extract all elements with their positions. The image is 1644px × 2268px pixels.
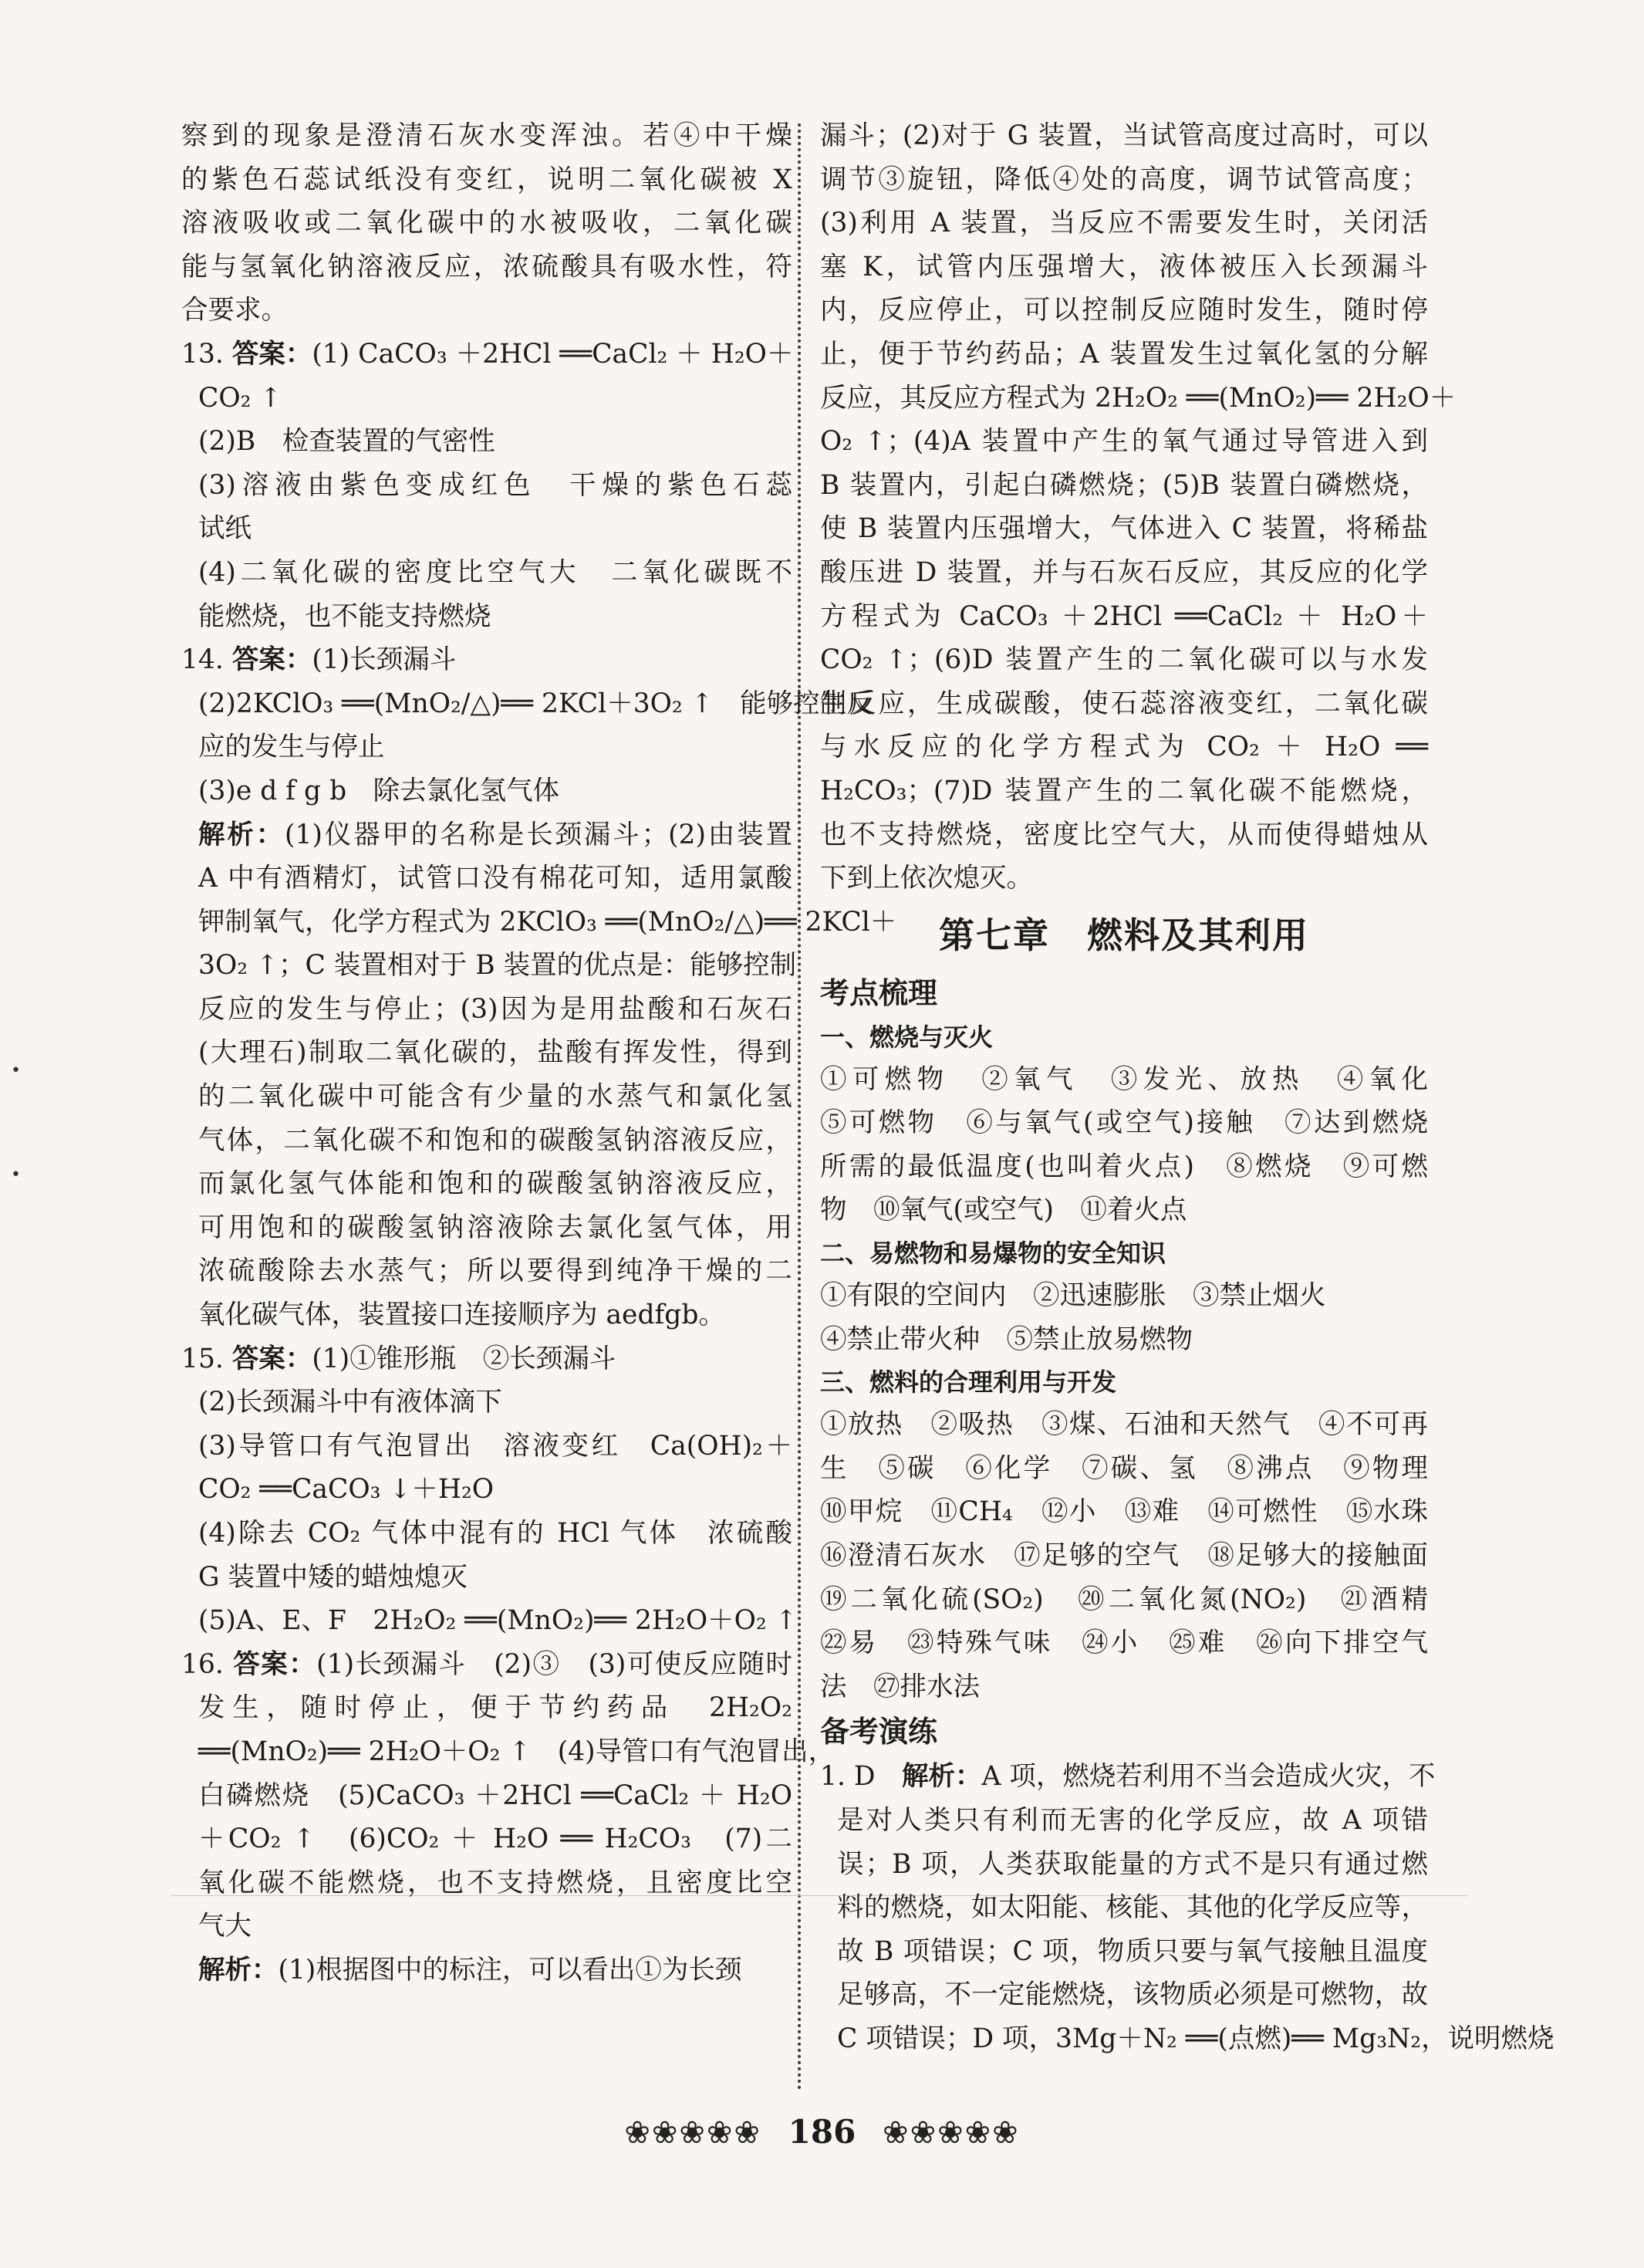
- text-line: 酸压进 D 装置，并与石灰石反应，其反应的化学: [820, 556, 1428, 588]
- text-line: 解析：(1)根据图中的标注，可以看出①为长颈: [198, 1954, 742, 1986]
- text-line: (大理石)制取二氧化碳的，盐酸有挥发性，得到: [198, 1037, 792, 1069]
- text-line: 合要求。: [181, 295, 288, 326]
- text-line: 气体，二氧化碳不和饱和的碳酸氢钠溶液反应，: [198, 1124, 792, 1156]
- text-line: 能与氢氧化钠溶液反应，浓硫酸具有吸水性，符: [181, 251, 792, 282]
- right-column: [820, 114, 1555, 2061]
- sub2-title: 二、易燃物和易爆物的安全知识: [820, 1239, 1166, 1269]
- ornament-right: ❀❀❀❀❀: [883, 2115, 1020, 2151]
- text-line: CO₂ ↑: [198, 382, 282, 414]
- text-line: 生 ⑤碳 ⑥化学 ⑦碳、氢 ⑧沸点 ⑨物理: [820, 1452, 1428, 1484]
- text-line: 钾制氧气，化学方程式为 2KClO₃ ══(MnO₂/△)══ 2KCl＋: [198, 906, 897, 938]
- label-keyword: 解析：: [902, 1761, 982, 1793]
- text-line: (3)利用 A 装置，当反应不需要发生时，关闭活: [820, 208, 1428, 239]
- text-line: 也不支持燃烧，密度比空气大，从而使得蜡烛从: [820, 819, 1428, 850]
- text-line: 应的发生与停止: [198, 732, 385, 763]
- label-keyword: 解析：: [198, 819, 285, 850]
- text-line: ⑩甲烷 ⑪CH₄ ⑫小 ⑬难 ⑭可燃性 ⑮水珠: [820, 1496, 1428, 1528]
- text-line: 生反应，生成碳酸，使石蕊溶液变红，二氧化碳: [820, 688, 1428, 719]
- chapter-title: 第七章 燃料及其利用: [939, 914, 1309, 956]
- text-line: (4)二氧化碳的密度比空气大 二氧化碳既不: [198, 556, 792, 588]
- text-line: 气大: [198, 1911, 251, 1942]
- text-line: H₂CO₃；(7)D 装置产生的二氧化碳不能燃烧，: [820, 775, 1428, 806]
- sub1-title: 一、燃烧与灭火: [820, 1022, 994, 1052]
- text-line: 而氯化氢气体能和饱和的碳酸氢钠溶液反应，: [198, 1168, 792, 1200]
- text-line: 与水反应的化学方程式为 CO₂ ＋ H₂O ══: [820, 732, 1428, 763]
- text-line: 的紫色石蕊试纸没有变红，说明二氧化碳被 X: [181, 164, 792, 195]
- text-line: ①可燃物 ②氧气 ③发光、放热 ④氧化: [820, 1063, 1428, 1095]
- text-line: (3)溶液由紫色变成红色 干燥的紫色石蕊: [198, 469, 792, 501]
- sub3-title: 三、燃料的合理利用与开发: [820, 1367, 1117, 1398]
- text-line: C 项错误；D 项，3Mg＋N₂ ══(点燃)══ Mg₃N₂，说明燃烧: [837, 2023, 1555, 2054]
- page-footer: [0, 2109, 1644, 2156]
- sub3-list: [820, 1403, 1428, 1709]
- label-keyword: 答案：: [233, 1648, 317, 1680]
- text-line: (3)e d f g b 除去氯化氢气体: [198, 775, 560, 806]
- text-line: 物 ⑩氧气(或空气) ⑪着火点: [820, 1195, 1187, 1226]
- text-line: 使 B 装置内压强增大，气体进入 C 装置，将稀盐: [820, 513, 1428, 545]
- margin-dot: •: [11, 1165, 21, 1185]
- text-line: 察到的现象是澄清石灰水变浑浊。若④中干燥: [181, 120, 792, 151]
- text-line: 16. 答案：(1)长颈漏斗 (2)③ (3)可使反应随时: [181, 1648, 793, 1680]
- text-line: ＋CO₂ ↑ (6)CO₂ ＋ H₂O ══ H₂CO₃ (7)二: [198, 1824, 792, 1855]
- text-line: 氧化碳气体，装置接口连接顺序为 aedfgb。: [198, 1300, 725, 1331]
- text-line: 氧化碳不能燃烧，也不支持燃烧，且密度比空: [198, 1867, 792, 1898]
- text-line: (5)A、E、F 2H₂O₂ ══(MnO₂)══ 2H₂O＋O₂ ↑: [198, 1605, 798, 1637]
- text-line: 14. 答案：(1)长颈漏斗: [181, 644, 457, 676]
- text-line: (3)导管口有气泡冒出 溶液变红 Ca(OH)₂＋: [198, 1430, 792, 1462]
- ornament-left: ❀❀❀❀❀: [624, 2115, 761, 2151]
- section-review-title: 考点梳理: [820, 975, 938, 1010]
- text-line: A 中有酒精灯，试管口没有棉花可知，适用氯酸: [198, 863, 792, 894]
- text-line: (2)2KClO₃ ══(MnO₂/△)══ 2KCl＋3O₂ ↑ 能够控制反: [198, 688, 873, 719]
- label-keyword: 解析：: [198, 1954, 279, 1986]
- text-line: 3O₂ ↑；C 装置相对于 B 装置的优点是：能够控制: [198, 950, 797, 982]
- text-line: ⑲二氧化硫(SO₂) ⑳二氧化氮(NO₂) ㉑酒精: [820, 1584, 1428, 1615]
- text-line: 发生，随时停止，便于节约药品 2H₂O₂: [198, 1692, 792, 1724]
- text-line: 溶液吸收或二氧化碳中的水被吸收，二氧化碳: [181, 208, 792, 239]
- text-line: 解析：(1)仪器甲的名称是长颈漏斗；(2)由装置: [198, 819, 792, 850]
- text-line: 试纸: [198, 513, 251, 545]
- label-keyword: 答案：: [231, 338, 312, 370]
- text-line: 是对人类只有利而无害的化学反应，故 A 项错: [837, 1805, 1428, 1836]
- text-line: B 装置内，引起白磷燃烧；(5)B 装置白磷燃烧，: [820, 469, 1428, 501]
- text-line: 所需的最低温度(也叫着火点) ⑧燃烧 ⑨可燃: [820, 1151, 1428, 1182]
- text-line: 能燃烧，也不能支持燃烧: [198, 600, 491, 632]
- text-line: O₂ ↑；(4)A 装置中产生的氧气通过导管进入到: [820, 426, 1428, 458]
- right-intro: [820, 114, 1457, 901]
- text-line: 13. 答案：(1) CaCO₃ ＋2HCl ══CaCl₂ ＋ H₂O＋: [181, 338, 794, 370]
- text-line: (2)长颈漏斗中有液体滴下: [198, 1387, 502, 1418]
- text-line: (4)除去 CO₂ 气体中混有的 HCl 气体 浓硫酸: [198, 1518, 792, 1549]
- text-line: 反应的发生与停止；(3)因为是用盐酸和石灰石: [198, 993, 792, 1025]
- text-line: 白磷燃烧 (5)CaCO₃ ＋2HCl ══CaCl₂ ＋ H₂O: [198, 1780, 792, 1811]
- text-line: 足够高，不一定能燃烧，该物质必须是可燃物，故: [837, 1979, 1428, 2011]
- text-line: CO₂ ══CaCO₃ ↓＋H₂O: [198, 1474, 495, 1506]
- practice-list: [820, 1755, 1555, 2060]
- text-line: ══(MnO₂)══ 2H₂O＋O₂ ↑ (4)导管口有气泡冒出，: [198, 1736, 836, 1767]
- text-line: ⑯澄清石灰水 ⑰足够的空气 ⑱足够大的接触面: [820, 1540, 1428, 1572]
- sub1-list: [820, 1058, 1428, 1232]
- label-keyword: 答案：: [231, 644, 312, 676]
- text-line: 1. D 解析：A 项，燃烧若利用不当会造成火灾，不: [820, 1761, 1436, 1793]
- page-number: 186: [788, 2113, 856, 2151]
- text-line: 故 B 项错误；C 项，物质只要与氧气接触且温度: [837, 1935, 1428, 1967]
- text-line: 塞 K，试管内压强增大，液体被压入长颈漏斗: [820, 251, 1428, 282]
- text-line: 内，反应停止，可以控制反应随时发生，随时停: [820, 295, 1428, 326]
- text-line: 误；B 项，人类获取能量的方式不是只有通过燃: [837, 1848, 1428, 1880]
- text-line: 反应，其反应方程式为 2H₂O₂ ══(MnO₂)══ 2H₂O＋: [820, 382, 1457, 414]
- text-line: 漏斗；(2)对于 G 装置，当试管高度过高时，可以: [820, 120, 1428, 151]
- text-line: 浓硫酸除去水蒸气；所以要得到纯净干燥的二: [198, 1256, 792, 1287]
- text-line: CO₂ ↑；(6)D 装置产生的二氧化碳可以与水发: [820, 644, 1428, 676]
- section-practice-title: 备考演练: [820, 1715, 938, 1749]
- text-line: G 装置中矮的蜡烛熄灭: [198, 1561, 468, 1593]
- column-divider: [798, 123, 801, 2091]
- text-line: ⑤可燃物 ⑥与氧气(或空气)接触 ⑦达到燃烧: [820, 1107, 1428, 1139]
- text-line: 调节③旋钮，降低④处的高度，调节试管高度；: [820, 164, 1428, 195]
- margin-dot: •: [11, 1061, 21, 1080]
- text-line: 料的燃烧，如太阳能、核能、其他的化学反应等，: [837, 1892, 1428, 1924]
- label-keyword: 答案：: [231, 1343, 312, 1374]
- text-line: ㉒易 ㉓特殊气味 ㉔小 ㉕难 ㉖向下排空气: [820, 1627, 1428, 1659]
- text-line: 的二氧化碳中可能含有少量的水蒸气和氯化氢: [198, 1081, 792, 1113]
- text-line: (2)B 检查装置的气密性: [198, 426, 495, 458]
- text-line: 法 ㉗排水法: [820, 1671, 980, 1702]
- text-line: ④禁止带火种 ⑤禁止放易燃物: [820, 1323, 1193, 1355]
- text-line: 方程式为 CaCO₃ ＋2HCl ══CaCl₂ ＋ H₂O＋: [820, 600, 1428, 632]
- text-line: 止，便于节约药品；A 装置发生过氧化氢的分解: [820, 338, 1428, 370]
- text-line: ①有限的空间内 ②迅速膨胀 ③禁止烟火: [820, 1280, 1326, 1312]
- text-line: 下到上依次熄灭。: [820, 863, 1033, 894]
- text-line: 可用饱和的碳酸氢钠溶液除去氯化氢气体，用: [198, 1212, 792, 1243]
- sub2-list: [820, 1274, 1428, 1361]
- text-line: ①放热 ②吸热 ③煤、石油和天然气 ④不可再: [820, 1409, 1428, 1441]
- text-line: 15. 答案：(1)①锥形瓶 ②长颈漏斗: [181, 1343, 616, 1374]
